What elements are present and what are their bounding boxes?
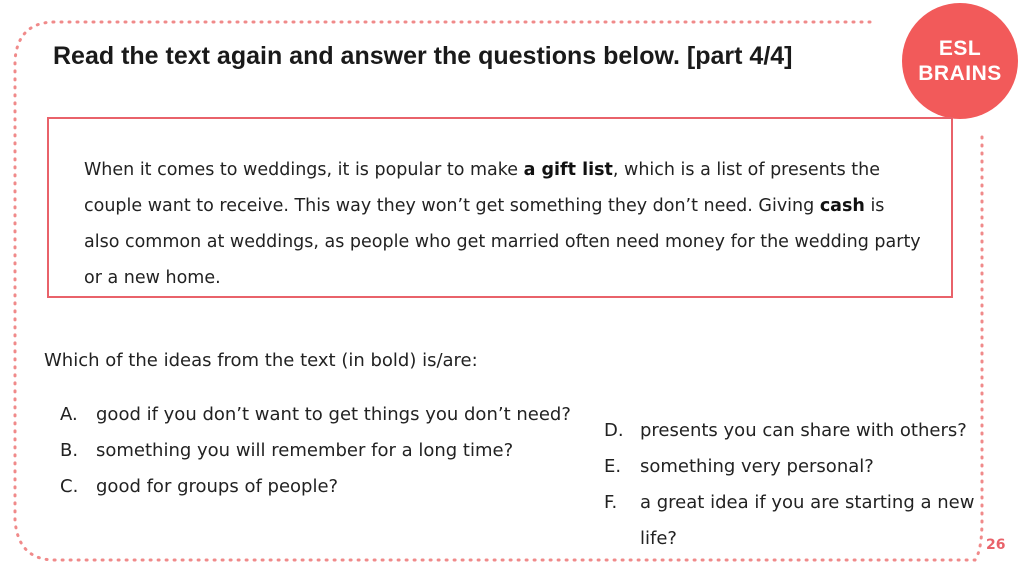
esl-brains-logo (902, 3, 1018, 119)
option-letter: B. (60, 440, 79, 461)
option-text: presents you can share with others? (640, 420, 967, 441)
logo-line-1: ESL (938, 37, 982, 60)
option-text: something you will remember for a long time? (96, 440, 514, 461)
reading-segment: , which is a list of presents the couple want to receive. This way they won’t get something they don’t need. Giving (84, 160, 880, 216)
page-title: Read the text again and answer the questions below. [part 4/4] (53, 42, 793, 70)
option-text: something very personal? (640, 456, 874, 477)
option-letter: D. (604, 420, 624, 441)
question-prompt: Which of the ideas from the text (in bold) is/are: (44, 350, 478, 371)
option-item (60, 397, 571, 433)
option-letter: F. (604, 492, 618, 513)
option-text: good for groups of people? (96, 476, 339, 497)
reading-segment: is also common at weddings, as people who get married often need money for the wedding party or a new home. (84, 196, 921, 288)
reading-text-box (47, 117, 953, 298)
option-letter: E. (604, 456, 622, 477)
reading-segment: When it comes to weddings, it is popular to make (84, 160, 524, 180)
option-item (604, 485, 982, 557)
option-text: good if you don’t want to get things you don’t need? (96, 404, 571, 425)
page-number: 26 (986, 537, 1006, 553)
option-item (60, 433, 571, 469)
option-item (604, 413, 982, 449)
option-letter: A. (60, 404, 78, 425)
option-item (604, 449, 982, 485)
logo-line-2: BRAINS (918, 62, 1002, 85)
reading-bold-term: cash (819, 196, 865, 216)
options-right-list (604, 413, 982, 557)
option-letter: C. (60, 476, 79, 497)
reading-bold-term: a gift list (523, 160, 613, 180)
options-left-list (60, 397, 571, 505)
option-item (60, 469, 571, 505)
option-text: a great idea if you are starting a new life? (640, 492, 975, 549)
